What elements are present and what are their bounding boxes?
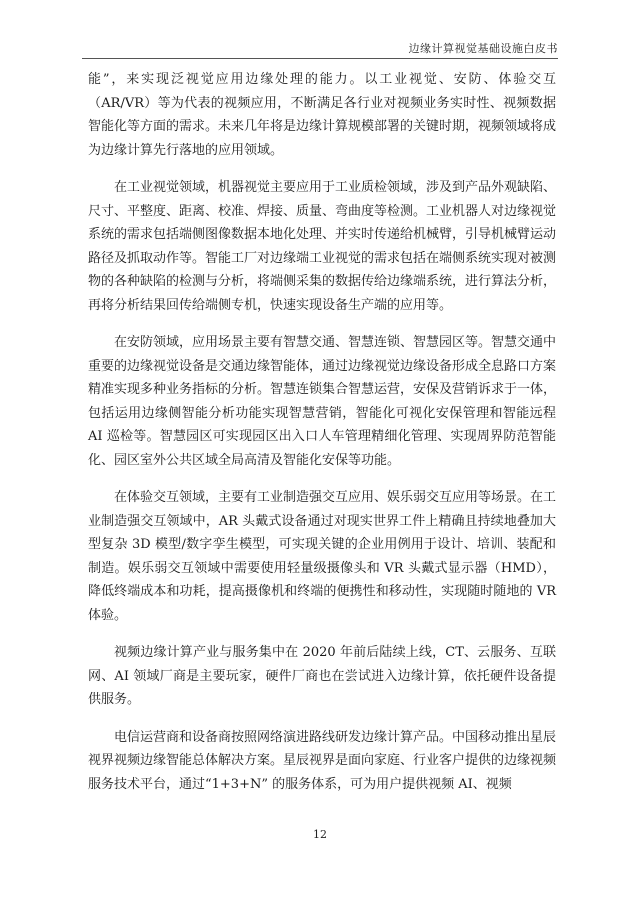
body-text <box>88 68 556 810</box>
page-number: 12 <box>313 828 327 841</box>
paragraph-continuation: 能”，来实现泛视觉应用边缘处理的能力。以工业视觉、安防、体验交互（AR/VR）等为代表的视频应用，不断满足各行业对视频业务实时性、视频数据智能化等方面的需求。未来几年将是边缘计算规模部署的关键时期，视频领域将成为边缘计算先行落地的应用领域。 <box>88 72 557 158</box>
paragraph-industrial-vision: 在工业视觉领域，机器视觉主要应用于工业质检领域，涉及到产品外观缺陷、尺寸、平整度、距离、校准、焊接、质量、弯曲度等检测。工业机器人对边缘视觉系统的需求包括端侧图像数据本地化处理、并实时传递给机械臂，引导机械臂运动路径及抓取动作等。智能工厂对边缘端工业视觉的需求包括在端侧系统实现对被测物的各种缺陷的检测与分析，将端侧采集的数据传给边缘端系统，进行算法分析，再将分析结果回传给端侧专机，快速实现设备生产端的应用等。 <box>88 180 557 313</box>
paragraph-security: 在安防领域，应用场景主要有智慧交通、智慧连锁、智慧园区等。智慧交通中重要的边缘视觉设备是交通边缘智能体，通过边缘视觉边缘设备形成全息路口方案精准实现多种业务指标的分析。智慧连锁集合智慧运营，安保及营销诉求于一体，包括运用边缘侧智能分析功能实现智慧营销，智能化可视化安保管理和智能远程 AI 巡检等。智慧园区可实现园区出入口人车管理精细化管理、实现周界防范智能化、园区室外公共区域全局高清及智能化安保等功能。 <box>88 335 557 468</box>
paragraph-telecom-operators: 电信运营商和设备商按照网络演进路线研发边缘计算产品。中国移动推出星辰视界视频边缘智能总体解决方案。星辰视界是面向家庭、行业客户提供的边缘视频服务技术平台，通过“1+3+N” 的服务体系，可为用户提供视频 AI、视频 <box>88 729 557 792</box>
paragraph-industry-services: 视频边缘计算产业与服务集中在 2020 年前后陆续上线，CT、云服务、互联网、AI 领域厂商是主要玩家，硬件厂商也在尝试进入边缘计算，依托硬件设备提供服务。 <box>88 645 556 707</box>
header-rule <box>82 58 558 59</box>
paragraph-interactive-experience: 在体验交互领域，主要有工业制造强交互应用、娱乐弱交互应用等场景。在工业制造强交互领域中，AR 头戴式设备通过对现实世界工件上精确且持续地叠加大型复杂 3D 模型/数字孪生模型，可实现关键的企业用例用于设计、培训、装配和制造。娱乐弱交互领域中需要使用轻量级摄像头和 VR 头戴式显示器（HMD），降低终端成本和功耗，提高摄像机和终端的便携性和移动性，实现随时随地的 VR 体验。 <box>88 490 557 623</box>
running-header-title: 边缘计算视觉基础设施白皮书 <box>408 42 558 55</box>
